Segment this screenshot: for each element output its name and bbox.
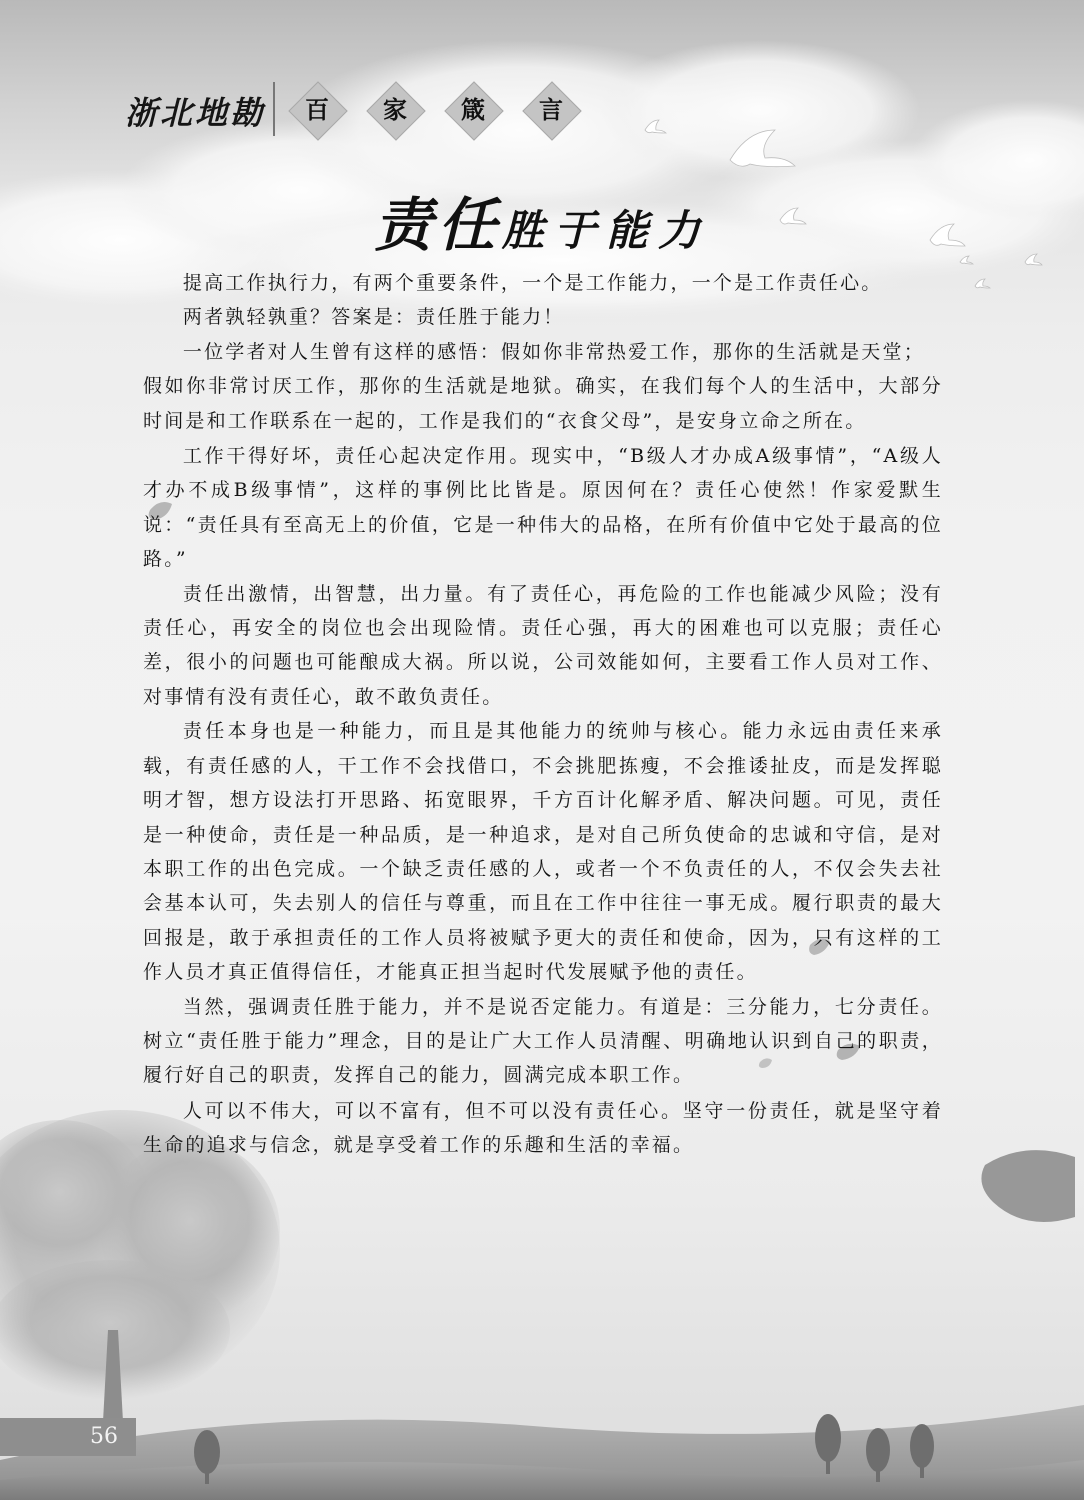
brand-logo-text: 浙北地勘: [125, 94, 266, 132]
column-header: [125, 78, 585, 140]
header-divider: [273, 82, 275, 136]
paragraph: 工作干得好坏，责任心起决定作用。现实中，“B级人才办成A级事情”，“A级人才办不成B级事情”，这样的事例比比皆是。原因何在？责任心使然！作家爱默生说：“责任具有至高无上的价值，它是一种伟大的品格，在所有价值中它处于最高的位路。”: [143, 445, 943, 571]
title-sub: 胜于能力: [502, 206, 711, 255]
paragraph: 人可以不伟大，可以不富有，但不可以没有责任心。坚守一份责任，就是坚守着生命的追求与信念，就是享受着工作的乐趣和生活的幸福。: [143, 1099, 943, 1157]
paragraph: 假如你非常讨厌工作，那你的生活就是地狱。确实，在我们每个人的生活中，大部分时间是和工作联系在一起的，工作是我们的“衣食父母”，是安身立命之所在。: [143, 375, 943, 432]
paragraph: 一位学者对人生曾有这样的感悟：假如你非常热爱工作，那你的生活就是天堂；: [182, 340, 925, 363]
article-title: [0, 178, 1084, 262]
page-number: 56: [90, 1424, 118, 1449]
paragraph: 提高工作执行力，有两个重要条件，一个是工作能力，一个是工作责任心。: [182, 272, 883, 294]
column-char-2: 家: [367, 82, 423, 138]
column-char-1: 百: [289, 82, 345, 138]
article-body: [143, 266, 943, 1163]
paragraph: 责任出激情，出智慧，出力量。有了责任心，再危险的工作也能减少风险；没有责任心，再安全的岗位也会出现险情。责任心强，再大的困难也可以克服；责任心差，很小的问题也可能酿成大祸。所以说，公司效能如何，主要看工作人员对工作、对事情有没有责任心，敢不敢负责任。: [143, 582, 943, 708]
column-char-4: 言: [523, 82, 579, 138]
paragraph: 两者孰轻孰重？答案是：责任胜于能力！: [182, 306, 565, 329]
paragraph: 当然，强调责任胜于能力，并不是说否定能力。有道是：三分能力，七分责任。树立“责任胜于能力”理念，目的是让广大工作人员清醒、明确地认识到自己的职责，履行好自己的职责，发挥自己的能力，圆满完成本职工作。: [143, 995, 943, 1087]
column-char-3: 箴: [445, 82, 501, 138]
title-main: 责任: [373, 191, 502, 259]
paragraph: 责任本身也是一种能力，而且是其他能力的统帅与核心。能力永远由责任来承载，有责任感的人，干工作不会找借口，不会挑肥拣瘦，不会推诿扯皮，而是发挥聪明才智，想方设法打开思路、拓宽眼界，千方百计化解矛盾、解决问题。可见，责任是一种使命，责任是一种品质，是一种追求，是对自己所负使命的忠诚和守信，是对本职工作的出色完成。一个缺乏责任感的人，或者一个不负责任的人，不仅会失去社会基本认可，失去别人的信任与尊重，而且在工作中往往一事无成。履行职责的最大回报是，敢于承担责任的工作人员将被赋予更大的责任和使命，因为，只有这样的工作人员才真正值得信任，才能真正担当起时代发展赋予他的责任。: [143, 720, 943, 984]
